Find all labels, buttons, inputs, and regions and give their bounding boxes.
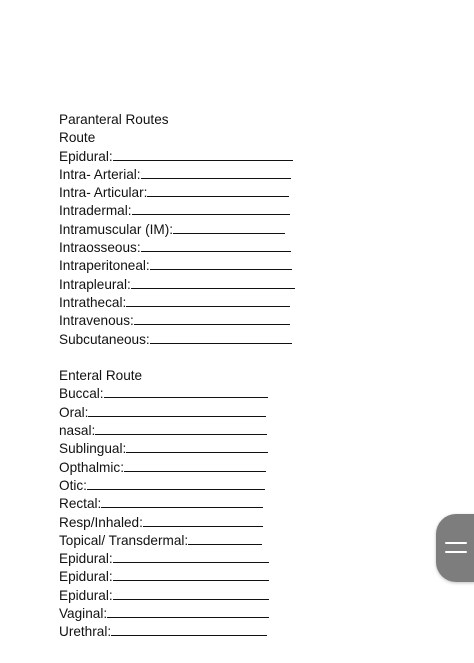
route-label: Resp/Inhaled:: [59, 514, 143, 530]
route-label: Intrathecal:: [59, 294, 127, 310]
route-line: [59, 568, 359, 586]
route-label: Epidural:: [59, 587, 113, 603]
answer-blank[interactable]: [131, 277, 295, 289]
section-subheading-route: Route: [59, 130, 96, 146]
route-line: [59, 514, 359, 532]
route-line: [59, 459, 359, 477]
answer-blank[interactable]: [113, 551, 269, 563]
route-line: [59, 239, 359, 257]
route-line: [59, 404, 359, 422]
answer-blank[interactable]: [150, 258, 292, 270]
route-label: Intravenous:: [59, 313, 134, 329]
route-label: Topical/ Transdermal:: [59, 532, 189, 548]
answer-blank[interactable]: [113, 149, 293, 161]
route-label: Intraperitoneal:: [59, 258, 150, 274]
route-line: [59, 495, 359, 513]
route-label: Intraosseous:: [59, 240, 141, 256]
route-label: Epidural:: [59, 551, 113, 567]
route-label: Epidural:: [59, 569, 113, 585]
menu-icon: [445, 542, 467, 544]
route-line: [59, 294, 359, 312]
route-label: Urethral:: [59, 624, 112, 640]
answer-blank[interactable]: [113, 588, 269, 600]
route-line: [59, 550, 359, 568]
route-label: Oral:: [59, 404, 89, 420]
route-label: Intrapleural:: [59, 276, 131, 292]
section-spacer: [59, 349, 359, 367]
route-line: [59, 221, 359, 239]
route-line: [59, 257, 359, 275]
route-line: [59, 166, 359, 184]
route-line: [59, 623, 359, 641]
route-label: Epidural:: [59, 148, 113, 164]
route-line: [59, 422, 359, 440]
route-line: [59, 605, 359, 623]
route-line: [59, 440, 359, 458]
answer-blank[interactable]: [134, 313, 290, 325]
answer-blank[interactable]: [173, 222, 285, 234]
answer-blank[interactable]: [141, 240, 291, 252]
route-label: Intramuscular (IM):: [59, 221, 174, 237]
route-line: [59, 312, 359, 330]
section-heading-parenteral: Paranteral Routes: [59, 112, 169, 127]
route-label: Opthalmic:: [59, 459, 124, 475]
answer-blank[interactable]: [107, 606, 269, 618]
route-line: [59, 385, 359, 403]
answer-blank[interactable]: [104, 386, 268, 398]
answer-blank[interactable]: [143, 515, 263, 527]
answer-blank[interactable]: [111, 624, 267, 636]
answer-blank[interactable]: [147, 185, 289, 197]
route-line: [59, 532, 359, 550]
route-label: Subcutaneous:: [59, 331, 150, 347]
answer-blank[interactable]: [88, 405, 266, 417]
route-label: Intra- Arterial:: [59, 166, 141, 182]
answer-blank[interactable]: [101, 496, 263, 508]
route-label: Vaginal:: [59, 606, 108, 622]
answer-blank[interactable]: [95, 423, 267, 435]
answer-blank[interactable]: [188, 533, 262, 545]
route-label: nasal:: [59, 423, 96, 439]
route-line: [59, 276, 359, 294]
route-label: Rectal:: [59, 496, 102, 512]
route-label: Intradermal:: [59, 203, 132, 219]
route-line: [59, 477, 359, 495]
scroll-handle[interactable]: [436, 514, 474, 582]
section-heading-enteral: Enteral Route: [59, 368, 143, 384]
menu-icon: [445, 551, 467, 553]
route-label: Buccal:: [59, 386, 104, 402]
route-label: Otic:: [59, 477, 87, 493]
answer-blank[interactable]: [113, 569, 269, 581]
answer-blank[interactable]: [126, 295, 290, 307]
answer-blank[interactable]: [141, 167, 291, 179]
route-line: [59, 184, 359, 202]
answer-blank[interactable]: [150, 332, 292, 344]
route-label: Sublingual:: [59, 441, 127, 457]
document-page: [59, 111, 359, 642]
answer-blank[interactable]: [124, 460, 266, 472]
route-label: Intra- Articular:: [59, 185, 148, 201]
route-line: [59, 202, 359, 220]
answer-blank[interactable]: [87, 478, 265, 490]
answer-blank[interactable]: [126, 441, 268, 453]
route-line: [59, 587, 359, 605]
route-line: [59, 331, 359, 349]
answer-blank[interactable]: [132, 203, 290, 215]
route-line: [59, 148, 359, 166]
